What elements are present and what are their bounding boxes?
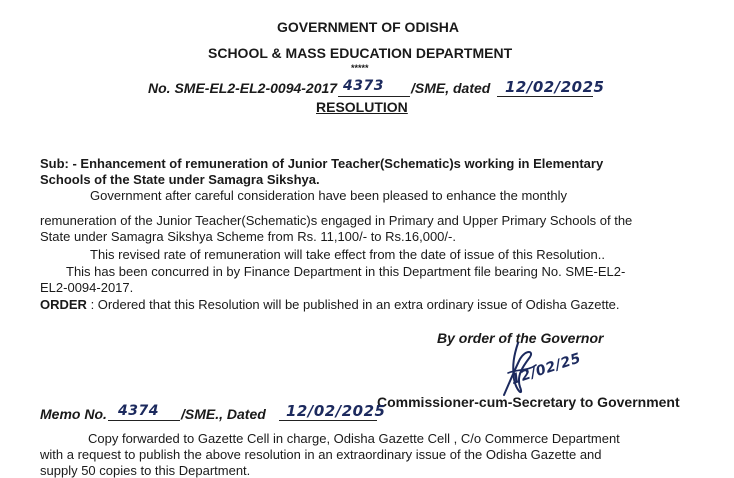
memo-label: Memo No. <box>40 406 107 422</box>
memo-line-2: with a request to publish the above resolution in an extraordinary issue of the Odisha Gazette and <box>40 447 602 462</box>
paragraph-1-line-2: remuneration of the Junior Teacher(Schematic)s engaged in Primary and Upper Primary Schools of the <box>40 213 633 228</box>
reference-number-label: No. SME-EL2-EL2-0094-2017 <box>148 80 338 96</box>
by-order-of-governor: By order of the Governor <box>437 330 604 346</box>
department-heading: SCHOOL & MASS EDUCATION DEPARTMENT <box>208 45 513 61</box>
paragraph-2: This revised rate of remuneration will take effect from the date of issue of this Resolution.. <box>90 247 605 262</box>
subject-line-1: Sub: - Enhancement of remuneration of Junior Teacher(Schematic)s working in Elementary <box>40 156 604 171</box>
memo-line-3: supply 50 copies to this Department. <box>40 463 251 478</box>
subject-line-2: Schools of the State under Samagra Sikshya. <box>40 172 320 187</box>
order-text: : Ordered that this Resolution will be published in an extra ordinary issue of Odisha Gazette. <box>90 297 620 312</box>
memo-dated-label: /SME., Dated <box>181 406 266 422</box>
order-label: ORDER <box>40 297 87 312</box>
memo-date-handwritten: 12/02/2025 <box>286 402 386 420</box>
paragraph-1-line-1: Government after careful consideration have been pleased to enhance the monthly <box>90 188 567 203</box>
memo-number-handwritten: 4374 <box>118 403 159 419</box>
reference-number-handwritten: 4373 <box>343 78 384 94</box>
memo-line-1: Copy forwarded to Gazette Cell in charge, Odisha Gazette Cell , C/o Commerce Department <box>88 431 620 446</box>
reference-number-underline <box>338 96 410 97</box>
reference-date-underline <box>497 96 593 97</box>
paragraph-3-line-1: This has been concurred in by Finance Department in this Department file bearing No. SME-EL2- <box>66 264 626 279</box>
memo-date-underline <box>279 420 377 421</box>
order-paragraph <box>40 297 620 312</box>
header-stars: ***** <box>351 63 369 73</box>
signatory-designation: Commissioner-cum-Secretary to Government <box>377 394 680 410</box>
memo-number-underline <box>108 420 180 421</box>
paragraph-3-line-2: EL2-0094-2017. <box>40 280 134 295</box>
reference-date-handwritten: 12/02/2025 <box>505 78 605 96</box>
reference-dated-label: /SME, dated <box>411 80 491 96</box>
government-heading: GOVERNMENT OF ODISHA <box>277 19 460 35</box>
signature-date-handwritten: 12/02/25 <box>509 350 584 388</box>
resolution-title: RESOLUTION <box>316 99 408 115</box>
paragraph-1-line-3: State under Samagra Sikshya Scheme from Rs. 11,100/- to Rs.16,000/-. <box>40 229 456 244</box>
